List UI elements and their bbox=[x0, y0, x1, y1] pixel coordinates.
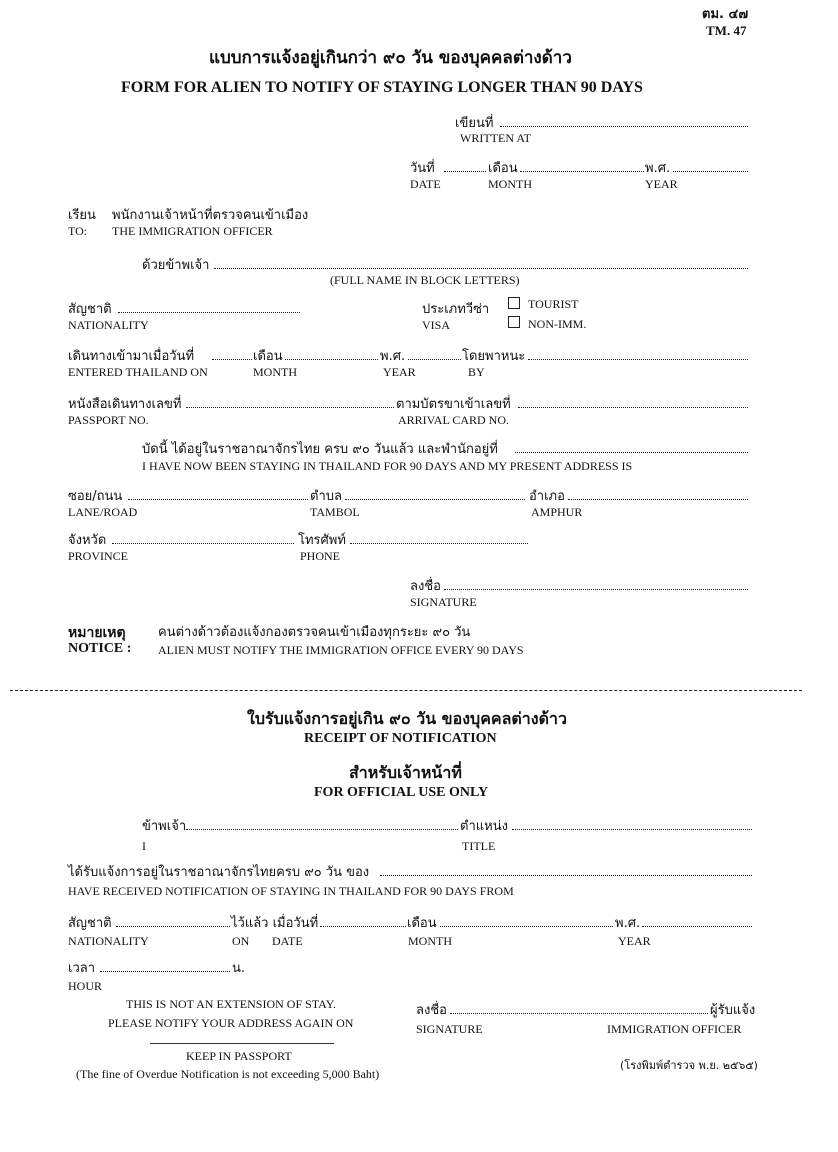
year-field[interactable] bbox=[673, 171, 748, 172]
receipt-on-label-thai: ไว้แล้ว เมื่อวันที่ bbox=[231, 916, 319, 931]
nationality-label-en: NATIONALITY bbox=[68, 318, 149, 332]
full-name-field[interactable] bbox=[214, 268, 748, 269]
phone-label-thai: โทรศัพท์ bbox=[298, 533, 346, 548]
official-use-thai: สำหรับเจ้าหน้าที่ bbox=[349, 763, 462, 782]
entered-month-label-en: MONTH bbox=[253, 365, 297, 379]
visa-label-thai: ประเภทวีซ่า bbox=[422, 302, 490, 317]
receipt-nat-label-thai: สัญชาติ bbox=[68, 916, 112, 931]
receipt-sign-label-thai: ลงชื่อ bbox=[416, 1003, 447, 1018]
non-imm-option-label: NON-IMM. bbox=[528, 317, 587, 331]
passport-label-thai: หนังสือเดินทางเลขที่ bbox=[68, 397, 182, 412]
form-title-en: FORM FOR ALIEN TO NOTIFY OF STAYING LONGER THAN 90 DAYS bbox=[121, 79, 643, 96]
name-label-thai: ด้วยข้าพเจ้า bbox=[142, 258, 210, 273]
receipt-sign-label-en: SIGNATURE bbox=[416, 1022, 483, 1036]
date-label-en: DATE bbox=[410, 177, 441, 191]
statement-thai: บัดนี้ ได้อยู่ในราชอาณาจักรไทย ครบ ๙๐ วันแล้ว และพำนักอยู่ที่ bbox=[142, 442, 498, 457]
receipt-date-field[interactable] bbox=[320, 926, 406, 927]
notice-label-thai: หมายเหตุ bbox=[68, 625, 126, 641]
passport-number-field[interactable] bbox=[186, 407, 394, 408]
entered-date-field[interactable] bbox=[212, 359, 252, 360]
arrival-card-label-en: ARRIVAL CARD NO. bbox=[398, 413, 510, 427]
keep-in-passport-text: KEEP IN PASSPORT bbox=[186, 1049, 292, 1063]
notice-text-en: ALIEN MUST NOTIFY THE IMMIGRATION OFFICE EVERY 90 DAYS bbox=[158, 643, 524, 657]
amphur-label-thai: อำเภอ bbox=[529, 489, 565, 504]
year-label-en: YEAR bbox=[645, 177, 678, 191]
name-hint: (FULL NAME IN BLOCK LETTERS) bbox=[330, 273, 520, 287]
receipt-title-thai: ใบรับแจ้งการอยู่เกิน ๙๐ วัน ของบุคคลต่างด้าว bbox=[247, 709, 567, 728]
arrival-card-field[interactable] bbox=[518, 407, 748, 408]
signature-field[interactable] bbox=[444, 589, 748, 590]
officer-name-field[interactable] bbox=[186, 829, 458, 830]
notice-label-en: NOTICE : bbox=[68, 641, 132, 656]
form-code-thai: ตม. ๔๗ bbox=[702, 7, 749, 22]
receipt-on-label-en: ON bbox=[232, 934, 250, 948]
officer-title-field[interactable] bbox=[512, 829, 752, 830]
receipt-title-label-en: TITLE bbox=[462, 839, 496, 853]
printer-note: (โรงพิมพ์ตำรวจ พ.ย. ๒๕๖๕) bbox=[620, 1059, 758, 1072]
receipt-nationality-field[interactable] bbox=[116, 926, 230, 927]
written-at-label-en: WRITTEN AT bbox=[460, 131, 531, 145]
present-address-field[interactable] bbox=[515, 452, 748, 453]
entered-by-field[interactable] bbox=[528, 359, 748, 360]
to-label-thai: เรียน bbox=[68, 208, 96, 223]
lane-label-en: LANE/ROAD bbox=[68, 505, 138, 519]
month-field[interactable] bbox=[520, 171, 644, 172]
month-label-en: MONTH bbox=[488, 177, 532, 191]
entered-date-label-thai: เดินทางเข้ามาเมื่อวันที่ bbox=[68, 349, 195, 364]
receipt-time-label-thai: เวลา bbox=[68, 961, 96, 976]
tourist-option-label: TOURIST bbox=[528, 297, 579, 311]
receiver-label-thai: ผู้รับแจ้ง bbox=[710, 1003, 756, 1018]
entered-year-label-thai: พ.ศ. bbox=[380, 349, 406, 364]
year-label-thai: พ.ศ. bbox=[645, 161, 671, 176]
written-at-label-thai: เขียนที่ bbox=[455, 116, 494, 131]
nationality-label-thai: สัญชาติ bbox=[68, 302, 112, 317]
province-label-en: PROVINCE bbox=[68, 549, 129, 563]
date-field[interactable] bbox=[444, 171, 486, 172]
nationality-field[interactable] bbox=[118, 312, 300, 313]
notify-again-text: PLEASE NOTIFY YOUR ADDRESS AGAIN ON bbox=[108, 1016, 354, 1030]
entered-by-label-en: BY bbox=[468, 365, 485, 379]
lane-label-thai: ซอย/ถนน bbox=[68, 489, 123, 504]
to-label-en: TO: bbox=[68, 224, 88, 238]
province-field[interactable] bbox=[112, 543, 294, 544]
received-from-field[interactable] bbox=[380, 875, 752, 876]
receipt-title-label-thai: ตำแหน่ง bbox=[460, 819, 508, 834]
entered-year-field[interactable] bbox=[408, 359, 461, 360]
received-en: HAVE RECEIVED NOTIFICATION OF STAYING IN THAILAND FOR 90 DAYS FROM bbox=[68, 884, 514, 898]
receipt-month-label-thai: เดือน bbox=[407, 916, 437, 931]
amphur-field[interactable] bbox=[568, 499, 748, 500]
fine-notice-text: (The fine of Overdue Notification is not exceeding 5,000 Baht) bbox=[76, 1067, 380, 1081]
province-label-thai: จังหวัด bbox=[68, 533, 107, 548]
receipt-hour-label-en: HOUR bbox=[68, 979, 103, 993]
official-use-en: FOR OFFICIAL USE ONLY bbox=[314, 785, 489, 800]
notify-again-date-line[interactable] bbox=[150, 1043, 334, 1044]
receipt-i-label-thai: ข้าพเจ้า bbox=[142, 819, 187, 834]
month-label-thai: เดือน bbox=[488, 161, 518, 176]
receipt-year-label-en: YEAR bbox=[618, 934, 651, 948]
signature-label-thai: ลงชื่อ bbox=[410, 579, 441, 594]
form-title-thai: แบบการแจ้งอยู่เกินกว่า ๙๐ วัน ของบุคคลต่างด้าว bbox=[209, 48, 572, 68]
phone-label-en: PHONE bbox=[300, 549, 341, 563]
entered-year-label-en: YEAR bbox=[383, 365, 416, 379]
receipt-year-field[interactable] bbox=[642, 926, 752, 927]
notice-text-thai: คนต่างด้าวต้องแจ้งกองตรวจคนเข้าเมืองทุกระยะ ๙๐ วัน bbox=[158, 625, 471, 640]
entered-month-label-thai: เดือน bbox=[253, 349, 283, 364]
amphur-label-en: AMPHUR bbox=[531, 505, 583, 519]
date-label-thai: วันที่ bbox=[410, 161, 435, 176]
lane-road-field[interactable] bbox=[128, 499, 308, 500]
written-at-field[interactable] bbox=[500, 126, 748, 127]
receipt-title-en: RECEIPT OF NOTIFICATION bbox=[304, 731, 497, 746]
receipt-year-label-thai: พ.ศ. bbox=[615, 916, 641, 931]
receipt-month-field[interactable] bbox=[440, 926, 613, 927]
signature-label-en: SIGNATURE bbox=[410, 595, 477, 609]
form-code-en: TM. 47 bbox=[706, 23, 747, 38]
arrival-card-label-thai: ตามบัตรขาเข้าเลขที่ bbox=[396, 397, 511, 412]
statement-en: I HAVE NOW BEEN STAYING IN THAILAND FOR 90 DAYS AND MY PRESENT ADDRESS IS bbox=[142, 459, 633, 473]
tourist-checkbox[interactable] bbox=[508, 297, 520, 309]
entered-by-label-thai: โดยพาหนะ bbox=[462, 349, 526, 364]
received-thai: ได้รับแจ้งการอยู่ในราชอาณาจักรไทยครบ ๙๐ วัน ของ bbox=[68, 865, 370, 880]
receipt-month-label-en: MONTH bbox=[408, 934, 452, 948]
tear-off-line bbox=[10, 690, 802, 691]
visa-label-en: VISA bbox=[422, 318, 451, 332]
receipt-signature-field[interactable] bbox=[450, 1013, 708, 1014]
to-value-en: THE IMMIGRATION OFFICER bbox=[112, 224, 273, 238]
tambol-field[interactable] bbox=[345, 499, 525, 500]
not-extension-text: THIS IS NOT AN EXTENSION OF STAY. bbox=[126, 997, 336, 1011]
receipt-nat-label-en: NATIONALITY bbox=[68, 934, 149, 948]
receipt-date-label-en: DATE bbox=[272, 934, 303, 948]
receipt-time-field[interactable] bbox=[100, 971, 230, 972]
tambol-label-thai: ตำบล bbox=[310, 489, 342, 504]
receipt-i-label-en: I bbox=[142, 839, 146, 853]
phone-field[interactable] bbox=[350, 543, 528, 544]
entered-month-field[interactable] bbox=[285, 359, 378, 360]
to-value-thai: พนักงานเจ้าหน้าที่ตรวจคนเข้าเมือง bbox=[112, 208, 309, 223]
immigration-officer-label-en: IMMIGRATION OFFICER bbox=[607, 1022, 742, 1036]
tambol-label-en: TAMBOL bbox=[310, 505, 360, 519]
receipt-time-unit: น. bbox=[232, 961, 246, 976]
non-imm-checkbox[interactable] bbox=[508, 316, 520, 328]
passport-label-en: PASSPORT NO. bbox=[68, 413, 149, 427]
entered-date-label-en: ENTERED THAILAND ON bbox=[68, 365, 208, 379]
